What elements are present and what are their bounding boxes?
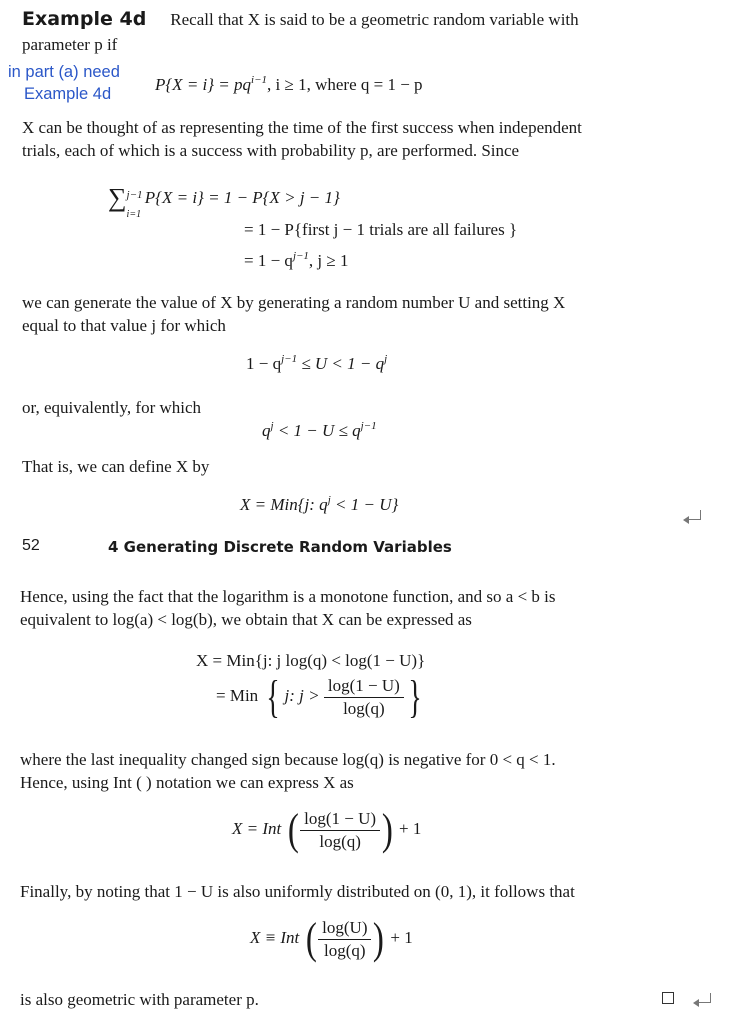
pmf-equation: $P\{X = i\} = pq^{i-1}$, i ≥ 1, where q = 1 − p [155,74,423,94]
paragraph-5-line2: equivalent to log(a) < log(b), we obtain that X can be expressed as [20,610,472,629]
cdf-line1: ∑ j−1 i=1 P{X = i} = 1 − P{X > j − 1} [108,183,340,220]
x-definition: X = Min{j: $q^j < 1 - U$} [240,494,399,514]
return-arrow-icon [698,993,711,1003]
paragraph-1-line2: trials, each of which is a success with probability p, are performed. Since [22,141,520,160]
paragraph-1-line1: X can be thought of as representing the time of the first success when independent [22,118,582,137]
example-intro-line1: Recall that X is said to be a geometric random variable with [170,10,579,29]
log-line1: X = Min{j: j log(q) < log(1 − U)} [196,651,426,670]
inequality-2: $q^j < 1 - U \le q^{j-1}$ [262,420,377,440]
chapter-title: 4 Generating Discrete Random Variables [108,538,452,556]
paragraph-7: Finally, by noting that 1 − U is also uniformly distributed on (0, 1), it follows that [20,882,575,901]
paragraph-4: That is, we can define X by [22,457,210,476]
qed-box-icon [662,992,674,1004]
page-number: 52 [22,537,40,554]
paragraph-3: or, equivalently, for which [22,398,202,417]
paragraph-2-line1: we can generate the value of X by generating a random number U and setting X [22,293,566,312]
annotation-line2: Example 4d [24,85,112,103]
log-line2: = Min { j: j > $\frac{\log(1 - U)}{\log(q)}$ } [216,671,422,722]
paragraph-8: is also geometric with parameter p. [20,990,259,1009]
paragraph-6-line2: Hence, using Int ( ) notation we can express X as [20,773,354,792]
paragraph-6-line1: where the last inequality changed sign because log(q) is negative for 0 < q < 1. [20,750,556,769]
int-expression-1: X = Int ( $\frac{\log(1 - U)}{\log(q)}$ ) + 1 [232,805,422,854]
inequality-1: $1 - q^{j-1} \le U < 1 - q^j$ [246,353,388,373]
cdf-line2: = 1 − P{first j − 1 trials are all failures } [244,220,518,239]
paragraph-5-line1: Hence, using the fact that the logarithm is a monotone function, and so a < b is [20,587,556,606]
int-expression-2: X ≡ Int ( $\frac{\log(U)}{\log(q)}$ ) + 1 [250,914,413,963]
paragraph-2-line2: equal to that value j for which [22,316,226,335]
example-intro-line2: parameter p if [22,35,118,54]
annotation-line1: in part (a) need [8,63,120,81]
cdf-line3: = $1 - q^{j-1}$, j ≥ 1 [244,250,349,270]
example-title: Example 4d [22,8,147,30]
example-heading [22,8,579,31]
return-arrow-icon [688,510,701,520]
